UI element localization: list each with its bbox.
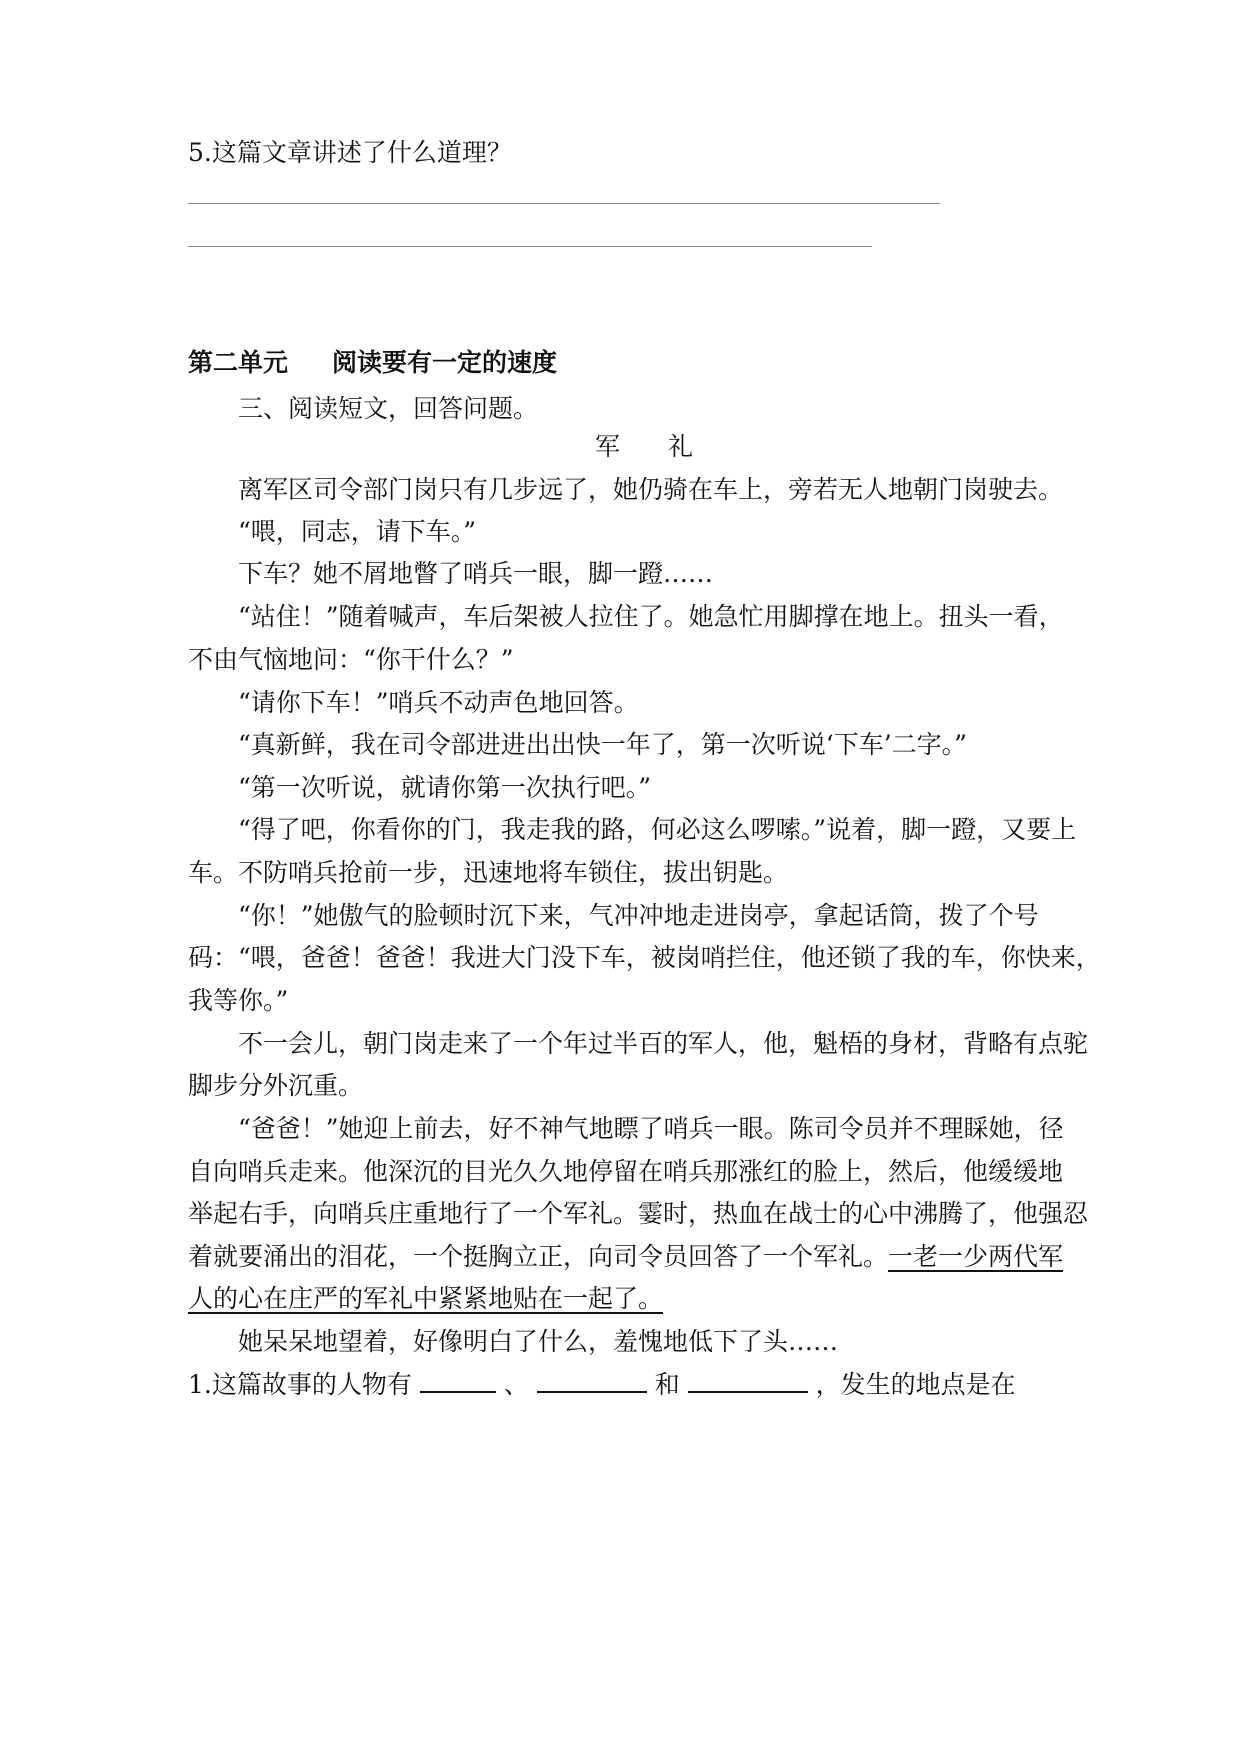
article-line: “请你下车！”哨兵不动声色地回答。 [238,688,639,717]
article-line: 我等你。” [188,986,289,1015]
article-line: “你！”她傲气的脸顿时沉下来，气冲冲地走进岗亭，拿起话筒，拨了个号 [238,901,1039,930]
article-line: “第一次听说，就请你第一次执行吧。” [238,773,652,802]
article-title: 军礼 [595,432,742,461]
article-line: 离军区司令部门岗只有几步远了，她仍骑在车上，旁若无人地朝门岗驶去。 [238,475,1064,504]
answer-line-1 [188,203,940,204]
question-1 [188,1365,1058,1405]
article-line: 脚步分外沉重。 [188,1071,364,1100]
section-instruction: 三、阅读短文，回答问题。 [238,394,539,423]
article-line: 不一会儿，朝门岗走来了一个年过半百的军人，他，魁梧的身材，背略有点驼 [238,1029,1089,1058]
article-line: “爸爸！”她迎上前去，好不神气地瞟了哨兵一眼。陈司令员并不理睬她，径 [238,1114,1064,1143]
underlined-sentence: 一老一少两代军 [888,1242,1064,1271]
question-5: 5.这篇文章讲述了什么道理？ [188,138,512,167]
unit-heading [188,343,1058,383]
article-line: 举起右手，向哨兵庄重地行了一个军礼。霎时，热血在战士的心中沸腾了，他强忍 [188,1199,1089,1228]
answer-blank-2[interactable] [537,1365,647,1393]
article-line: 自向哨兵走来。他深沉的目光久久地停留在哨兵那涨红的脸上，然后，他缓缓地 [188,1157,1064,1186]
article-line: 车。不防哨兵抢前一步，迅速地将车锁住，拔出钥匙。 [188,858,789,887]
article-line: “站住！”随着喊声，车后架被人拉住了。她急忙用脚撑在地上。扭头一看， [238,602,1064,631]
article-line: “真新鲜，我在司令部进进出出快一年了，第一次听说‘下车’二字。” [238,730,967,759]
article-line [188,1279,1058,1319]
article-line: 不由气恼地问：“你干什么？” [188,645,514,674]
article-line: “得了吧，你看你的门，我走我的路，何必这么啰嗦。”说着，脚一蹬，又要上 [238,815,1077,844]
question-1-text: ，发生的地点是在 [815,1370,1016,1399]
answer-blank-1[interactable] [420,1365,496,1393]
article-line: 码：“喂，爸爸！爸爸！我进大门没下车，被岗哨拦住，他还锁了我的车，你快来， [188,943,1101,972]
answer-blank-3[interactable] [688,1365,808,1393]
unit-title: 阅读要有一定的速度 [332,348,558,377]
article-line: “喂，同志，请下车。” [238,517,477,546]
question-1-text: 和 [654,1370,680,1399]
question-1-text: 1.这篇故事的人物有 [188,1370,412,1399]
answer-line-2 [188,246,872,247]
article-line [188,1237,1064,1277]
article-text: 着就要涌出的泪花，一个挺胸立正，向司令员回答了一个军礼。 [188,1242,889,1271]
article-line: 她呆呆地望着，好像明白了什么，羞愧地低下了头…… [238,1327,839,1356]
unit-name: 第二单元 [188,348,289,377]
article-line: 下车？她不屑地瞥了哨兵一眼，脚一蹬…… [238,559,714,588]
question-1-text: 、 [503,1370,529,1399]
underlined-sentence: 人的心在庄严的军礼中紧紧地贴在一起了。 [188,1284,664,1313]
